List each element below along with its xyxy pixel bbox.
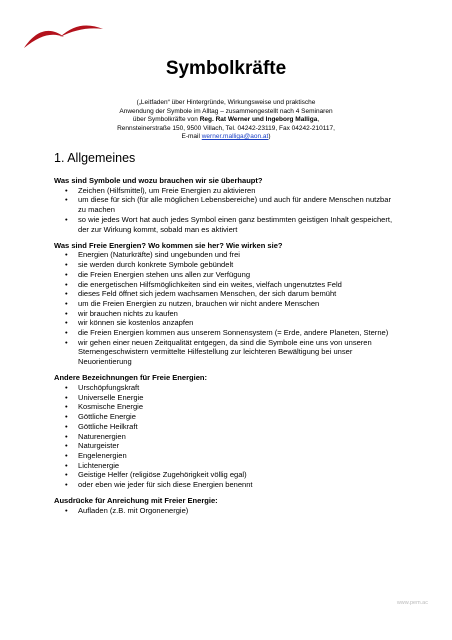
intro-block bbox=[60, 99, 392, 142]
question-heading: Was sind Freie Energien? Wo kommen sie her? Wie wirken sie? bbox=[54, 240, 283, 250]
bullet-item: • Kosmische Energie bbox=[54, 402, 399, 412]
intro-line: über Symbolkräfte von Reg. Rat Werner und Ingeborg Malliga, bbox=[132, 116, 320, 124]
bullet-item: • um diese für sich (für alle möglichen Lebensbereiche) und auch für andere Menschen nutzbar zu machen bbox=[54, 195, 399, 214]
bullet-item: • die Freien Energien stehen uns allen zur Verfügung bbox=[54, 270, 399, 280]
section-heading: 1. Allgemeines bbox=[54, 151, 136, 165]
intro-line: E-mail werner.malliga@aon.at) bbox=[181, 133, 271, 141]
question-heading: Andere Bezeichnungen für Freie Energien: bbox=[54, 373, 208, 383]
question-heading: Was sind Symbole und wozu brauchen wir sie überhaupt? bbox=[54, 176, 263, 185]
bullet-list bbox=[54, 250, 399, 366]
bullet-list bbox=[54, 383, 399, 490]
bullet-item: • Universelle Energie bbox=[54, 393, 399, 403]
bullet-item: • Göttliche Heilkraft bbox=[54, 422, 399, 432]
bullet-item: • Geistige Helfer (religiöse Zugehörigkeit völlig egal) bbox=[54, 470, 399, 480]
bird-logo-icon bbox=[22, 22, 104, 52]
email-link[interactable]: werner.malliga@aon.at bbox=[201, 133, 269, 141]
bird-logo-wing-right bbox=[60, 25, 103, 37]
intro-line: Rennsteinerstraße 150, 9500 Villach, Tel. 04242-23119, Fax 04242-210117, bbox=[117, 124, 335, 132]
bullet-item: • sie werden durch konkrete Symbole gebündelt bbox=[54, 260, 399, 270]
footer-url: www.pem.ac bbox=[396, 600, 428, 606]
bullet-item: • oder eben wie jeder für sich diese Energien benennt bbox=[54, 480, 399, 490]
intro-line: („Leitfaden“ über Hintergründe, Wirkungsweise und praktische bbox=[136, 99, 316, 106]
bullet-list bbox=[54, 186, 399, 235]
intro-line: Anwendung der Symbole im Alltag – zusammengestellt nach 4 Seminaren bbox=[119, 107, 333, 115]
bullet-item: • Urschöpfungskraft bbox=[54, 383, 399, 393]
bird-logo-wing-left bbox=[24, 31, 64, 48]
bullet-item: • wir können sie kostenlos anzapfen bbox=[54, 318, 399, 328]
bullet-item: • Aufladen (z.B. mit Orgonenergie) bbox=[54, 506, 399, 516]
bullet-item: • Energien (Naturkräfte) sind ungebunden und frei bbox=[54, 250, 399, 260]
question-heading: Ausdrücke für Anreichung mit Freier Energie: bbox=[54, 496, 218, 506]
bullet-list bbox=[54, 506, 399, 516]
bullet-item: • um die Freien Energien zu nutzen, brauchen wir nicht andere Menschen bbox=[54, 299, 399, 309]
bullet-item: • wir brauchen nichts zu kaufen bbox=[54, 309, 399, 319]
bullet-item: • Engelenergien bbox=[54, 451, 399, 461]
bullet-item: • wir gehen einer neuen Zeitqualität entgegen, da sind die Symbole eine uns von unseren Sternengeschwistern vermittelte Hilfestellung zur leichteren Bewältigung bei unser Neuorientierung bbox=[54, 338, 399, 367]
bullet-item: • die energetischen Hilfsmöglichkeiten sind ein weites, vielfach ungenutztes Feld bbox=[54, 280, 399, 290]
bullet-item: • so wie jedes Wort hat auch jedes Symbol einen ganz bestimmten geistigen Inhalt gespeichert, der zur Wirkung kommt, sobald man es aktiviert bbox=[54, 215, 399, 234]
bullet-item: • die Freien Energien kommen aus unserem Sonnensystem (= Erde, andere Planeten, Sterne) bbox=[54, 328, 399, 338]
bullet-item: • Zeichen (Hilfsmittel), um Freie Energien zu aktivieren bbox=[54, 186, 399, 196]
bullet-item: • Naturgeister bbox=[54, 441, 399, 451]
bullet-item: • Naturenergien bbox=[54, 432, 399, 442]
authors: Reg. Rat Werner und Ingeborg Malliga bbox=[199, 116, 318, 124]
bullet-item: • Göttliche Energie bbox=[54, 412, 399, 422]
document-content bbox=[54, 176, 399, 516]
page-title: Symbolkräfte bbox=[165, 58, 287, 79]
bullet-item: • Lichtenergie bbox=[54, 461, 399, 471]
bullet-item: • dieses Feld öffnet sich jedem wachsamen Menschen, der sich darum bemüht bbox=[54, 289, 399, 299]
